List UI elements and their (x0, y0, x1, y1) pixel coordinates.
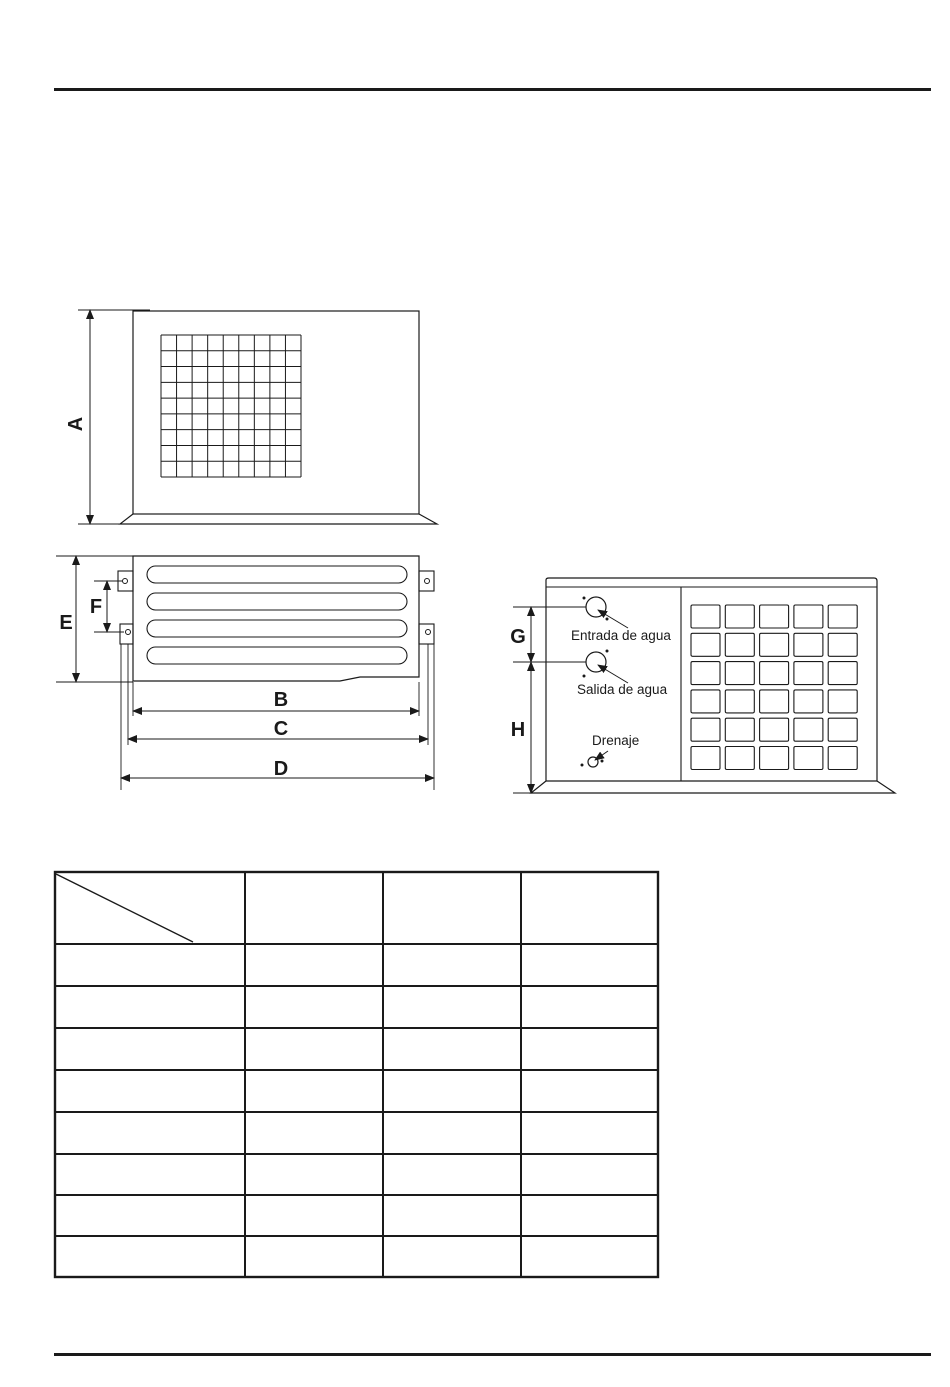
grille-cell (828, 690, 857, 713)
dimension-g-label: G (510, 626, 526, 648)
grille-cell (691, 718, 720, 741)
dimension-a-label: A (65, 416, 87, 432)
top-view-cabinet (133, 556, 419, 681)
dimension-c-label: C (273, 718, 289, 740)
grille-cell (760, 662, 789, 685)
grille-cell (725, 690, 754, 713)
drain-leader (595, 751, 608, 760)
side-view-grille (691, 605, 857, 770)
dimension-d-label: D (273, 758, 289, 780)
grille-cell (691, 690, 720, 713)
dimension-f-label: F (89, 596, 103, 618)
grille-cell (725, 747, 754, 770)
grille-cell (725, 605, 754, 628)
grille-cell (794, 718, 823, 741)
grille-cell (691, 633, 720, 656)
side-view (510, 578, 895, 793)
grille-cell (828, 633, 857, 656)
water-inlet-leader (598, 610, 628, 628)
top-view-tube (147, 593, 407, 610)
grille-cell (828, 605, 857, 628)
side-view-base (531, 781, 895, 793)
grille-cell (691, 662, 720, 685)
grille-cell (794, 662, 823, 685)
front-view-base (120, 514, 437, 524)
grille-cell (794, 747, 823, 770)
drain-label: Drenaje (592, 733, 640, 748)
water-outlet-label: Salida de agua (577, 682, 668, 697)
side-view-cabinet (546, 578, 877, 781)
top-view-tube (147, 566, 407, 583)
grille-cell (691, 605, 720, 628)
grille-cell (725, 662, 754, 685)
grille-cell (760, 605, 789, 628)
table-header-diagonal (56, 874, 193, 942)
grille-cell (725, 633, 754, 656)
front-view-grille (161, 335, 301, 477)
grille-cell (691, 747, 720, 770)
water-outlet-leader (598, 665, 628, 683)
grille-cell (828, 747, 857, 770)
mounting-lug (419, 571, 434, 591)
dimension-e-label: E (59, 612, 73, 634)
grille-cell (794, 690, 823, 713)
front-view-cabinet (133, 311, 419, 514)
dimension-table (55, 872, 658, 1277)
grille-cell (794, 605, 823, 628)
top-view-tube (147, 620, 407, 637)
top-view (56, 556, 434, 790)
grille-cell (760, 690, 789, 713)
dimension-table-frame (55, 872, 658, 1277)
dimension-h-label: H (510, 719, 526, 741)
dimension-b-label: B (273, 689, 289, 711)
grille-cell (725, 718, 754, 741)
grille-cell (794, 633, 823, 656)
grille-cell (828, 662, 857, 685)
grille-cell (760, 633, 789, 656)
front-view (65, 310, 437, 524)
grille-cell (828, 718, 857, 741)
water-inlet-port (586, 597, 606, 617)
grille-cell (760, 747, 789, 770)
water-inlet-label: Entrada de agua (571, 628, 671, 643)
water-outlet-port (586, 652, 606, 672)
top-view-tube (147, 647, 407, 664)
grille-cell (760, 718, 789, 741)
